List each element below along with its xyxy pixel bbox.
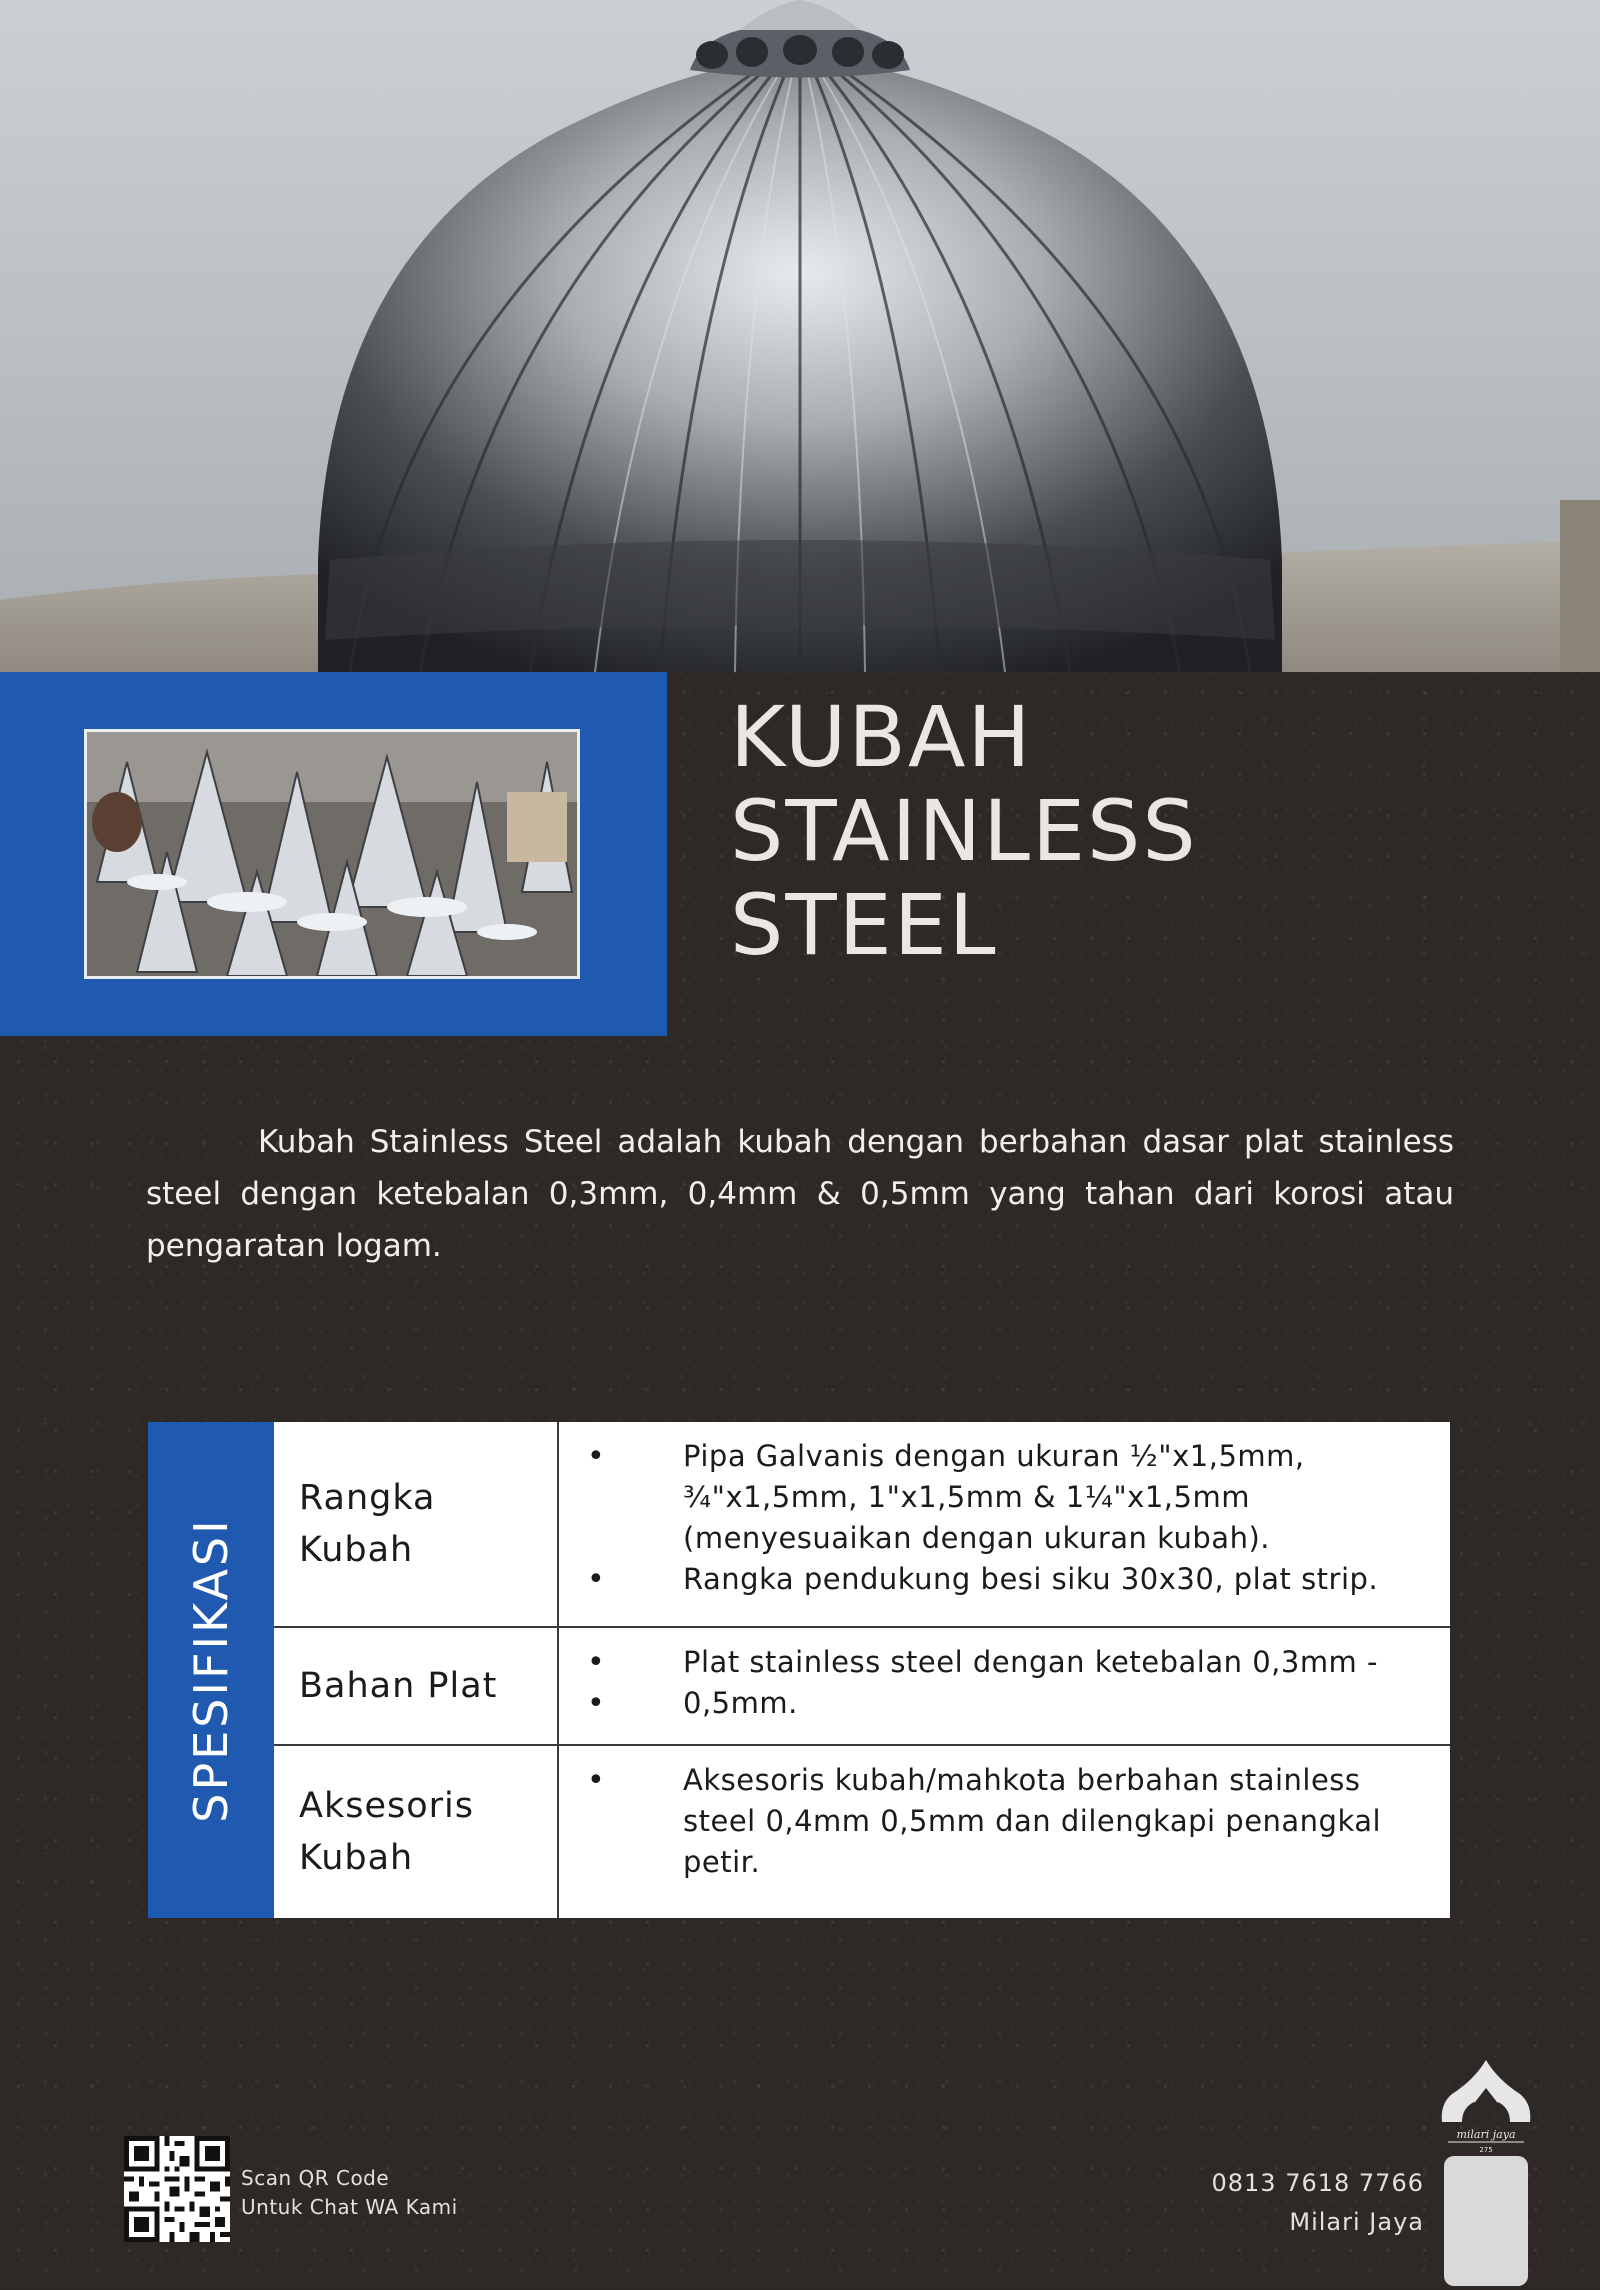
svg-text:milari jaya: milari jaya xyxy=(1456,2128,1516,2141)
spec-row-label xyxy=(274,1746,559,1918)
spec-item: • Aksesoris kubah/mahkota berbahan stainless steel 0,4mm 0,5mm dan dilengkapi penangkal petir. xyxy=(583,1760,1410,1883)
spec-row-label xyxy=(274,1422,559,1626)
page-title xyxy=(730,690,1290,972)
spec-label-text: Aksesoris Kubah xyxy=(299,1786,474,1878)
spec-row-label xyxy=(274,1628,559,1744)
qr-caption xyxy=(241,2164,458,2222)
product-thumbnail-photo xyxy=(84,729,580,979)
spec-item: • 0,5mm. xyxy=(583,1683,1410,1724)
spec-row xyxy=(274,1422,1450,1628)
spec-row-items xyxy=(559,1628,1450,1744)
intro-paragraph: Kubah Stainless Steel adalah kubah dengan berbahan dasar plat stainless steel dengan ketebalan 0,3mm, 0,4mm & 0,5mm yang tahan dari korosi atau pengaratan logam. xyxy=(146,1124,1454,1264)
spec-heading: SPESIFIKASI xyxy=(184,1517,238,1823)
spec-item: • Rangka pendukung besi siku 30x30, plat strip. xyxy=(583,1559,1410,1600)
spec-table xyxy=(148,1422,1450,1918)
hero-dome-photo xyxy=(0,0,1600,672)
spec-row xyxy=(274,1746,1450,1918)
spec-item: • Plat stainless steel dengan ketebalan 0,3mm - xyxy=(583,1642,1410,1683)
spec-label-text: Bahan Plat xyxy=(299,1666,498,1706)
spec-row-items xyxy=(559,1746,1450,1918)
spec-item: • Pipa Galvanis dengan ukuran ½"x1,5mm, ¾"x1,5mm, 1"x1,5mm & 1¼"x1,5mm (menyesuaikan dengan ukuran kubah). xyxy=(583,1436,1410,1559)
company-logo xyxy=(1440,2058,1532,2286)
company-name: Milari Jaya xyxy=(1289,2208,1424,2236)
phone-number[interactable]: 0813 7618 7766 xyxy=(1211,2169,1424,2197)
svg-text:275: 275 xyxy=(1479,2146,1493,2154)
contact-info xyxy=(1212,2164,1425,2242)
qr-caption-line: Untuk Chat WA Kami xyxy=(241,2195,458,2219)
spec-heading-bar xyxy=(148,1422,274,1918)
spec-label-text: Rangka Kubah xyxy=(299,1478,436,1570)
qr-code-icon[interactable] xyxy=(124,2136,230,2242)
title-line: STAINLESS xyxy=(730,782,1198,880)
spec-row-items xyxy=(559,1422,1450,1626)
qr-caption-line: Scan QR Code xyxy=(241,2166,390,2190)
title-line: KUBAH xyxy=(730,688,1033,786)
spec-row xyxy=(274,1628,1450,1746)
title-line: STEEL xyxy=(730,876,998,974)
